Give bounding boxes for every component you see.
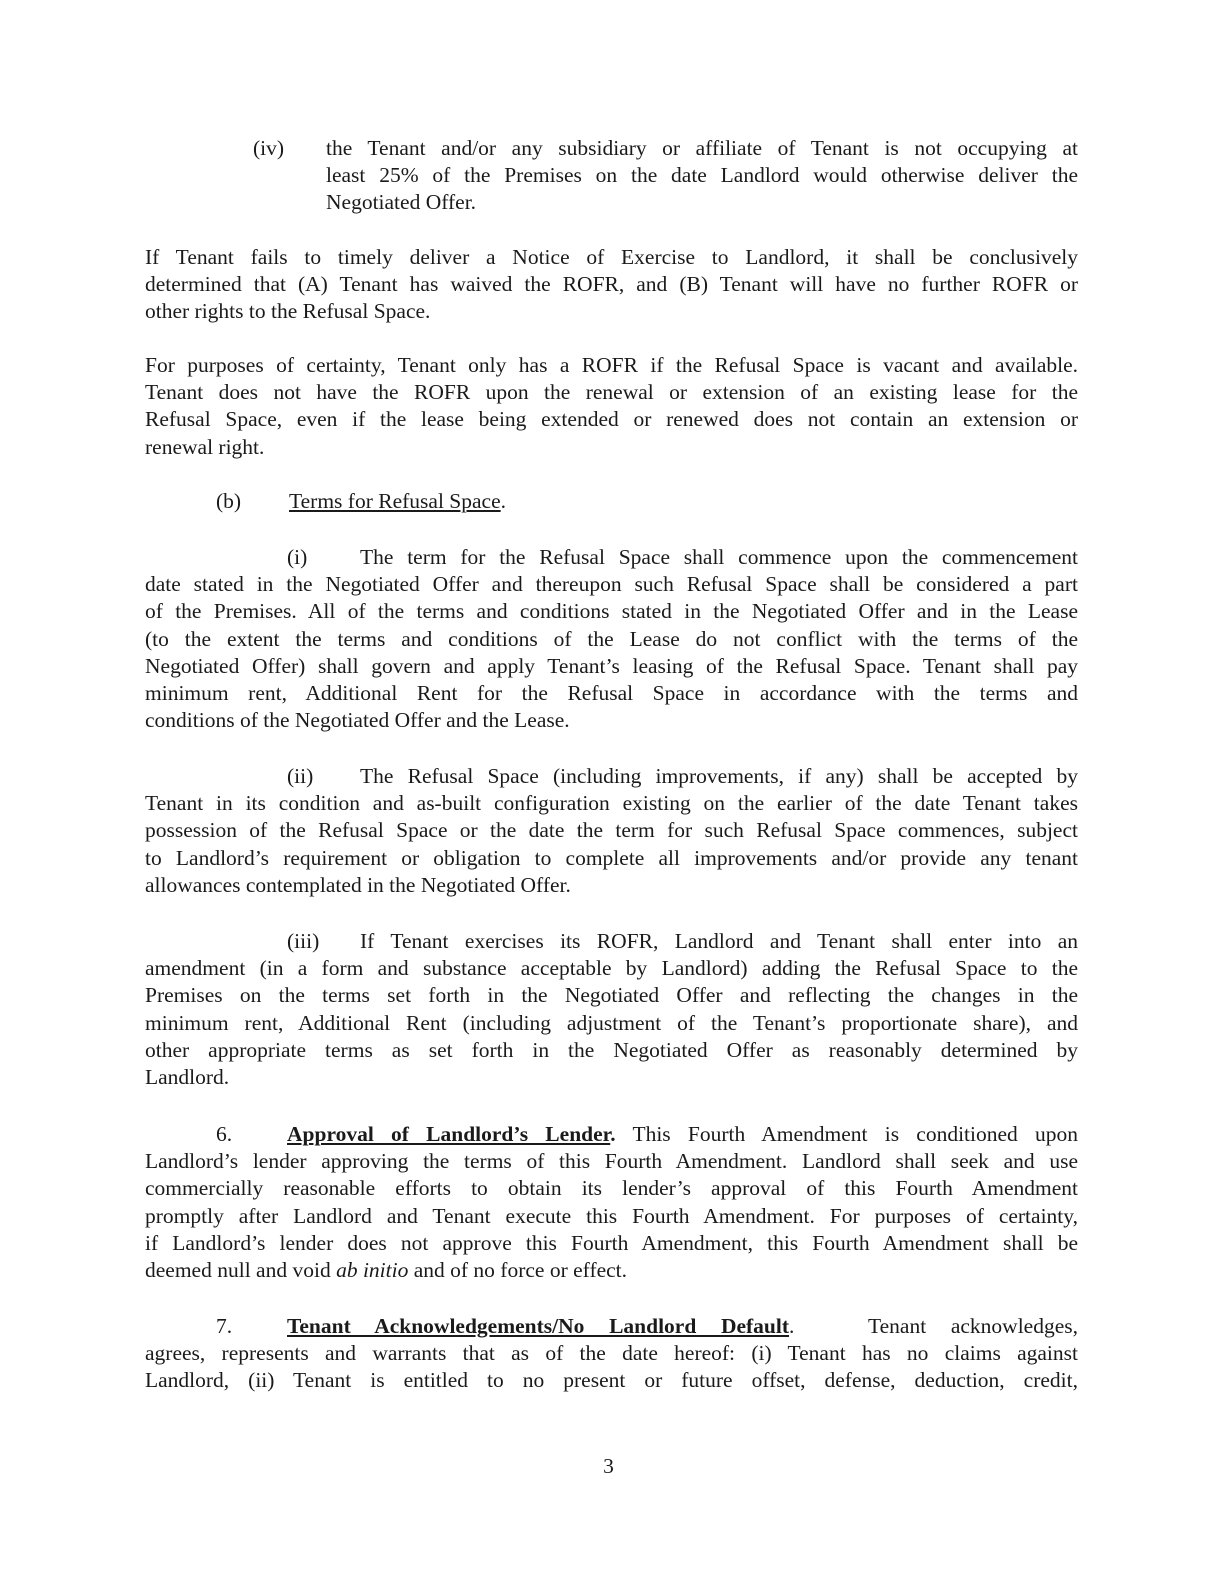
text-line: amendment (in a form and substance acceptable by Landlord) adding the Refusal Space to the [145, 956, 1078, 981]
text-line: (to the extent the terms and conditions of the Lease do not conflict with the terms of the [145, 626, 1078, 651]
text-line: The Refusal Space (including improvements, if any) shall be accepted by [360, 764, 1078, 788]
text-line: promptly after Landlord and Tenant execute this Fourth Amendment. For purposes of certainty, [145, 1203, 1078, 1228]
text-line: other rights to the Refusal Space. [145, 299, 431, 324]
item-label: (iii) [287, 929, 320, 953]
text-line: determined that (A) Tenant has waived the ROFR, and (B) Tenant will have no further ROFR or [145, 272, 1078, 297]
section-6-lender-approval: 6. Approval of Landlord’s Lender. This Fourth Amendment is conditioned upon Landlord’s lender approving the terms of this Fourth Amendment. Landlord shall seek and use commercially reasonable efforts to obtain its lender’s approval of this Fourth Amendment promptly after Landlord and Tenant execute this Fourth Amendment. For purposes of certainty, if Landlord’s lender does not approve this Fourth Amendment, this Fourth Amendment shall be deemed null and void ab initio and of no force or effect. [145, 1121, 1078, 1284]
paragraph-certainty [145, 352, 1078, 461]
text-line: The term for the Refusal Space shall commence upon the commencement [360, 545, 1078, 569]
latin-phrase: ab initio [336, 1257, 409, 1282]
text-line: Landlord. [145, 1064, 230, 1089]
text-line: least 25% of the Premises on the date Landlord would otherwise deliver the [326, 163, 1078, 188]
text-line: other appropriate terms as set forth in the Negotiated Offer as reasonably determined by [145, 1037, 1078, 1062]
text-line: Negotiated Offer) shall govern and apply Tenant’s leasing of the Refusal Space. Tenant shall pay [145, 653, 1078, 678]
text-line: date stated in the Negotiated Offer and thereupon such Refusal Space shall be considered a part [145, 572, 1078, 597]
paragraph-notice-failure [145, 244, 1078, 326]
text-line: minimum rent, Additional Rent for the Refusal Space in accordance with the terms and [145, 680, 1078, 705]
text-line: possession of the Refusal Space or the date the term for such Refusal Space commences, subject [145, 818, 1078, 843]
section-number: 7. [216, 1314, 233, 1338]
text-line: allowances contemplated in the Negotiated Offer. [145, 872, 571, 897]
text-line: commercially reasonable efforts to obtain its lender’s approval of this Fourth Amendment [145, 1176, 1078, 1201]
text-line: If Tenant exercises its ROFR, Landlord and Tenant shall enter into an [360, 929, 1078, 953]
section-7-tenant-acknowledgements: 7. Tenant Acknowledgements/No Landlord Default. Tenant acknowledges, agrees, represents and warrants that as of the date hereof: (i) Tenant has no claims against Landlord, (ii) Tenant is entitled to no present or future offset, defense, deduction, credit, [145, 1313, 1078, 1395]
text-line: Tenant does not have the ROFR upon the renewal or extension of an existing lease for the [145, 380, 1078, 405]
paragraph-ii [145, 763, 1078, 899]
text-line: agrees, represents and warrants that as of the date hereof: (i) Tenant has no claims against [145, 1341, 1078, 1366]
text-line: the Tenant and/or any subsidiary or affiliate of Tenant is not occupying at [326, 136, 1078, 160]
text-line: minimum rent, Additional Rent (including adjustment of the Tenant’s proportionate share), and [145, 1010, 1078, 1035]
paragraph-i [145, 544, 1078, 734]
text-line: Premises on the terms set forth in the Negotiated Offer and reflecting the changes in the [145, 983, 1078, 1008]
section-number: 6. [216, 1122, 233, 1146]
text-line: Tenant in its condition and as-built configuration existing on the earlier of the date Tenant takes [145, 791, 1078, 816]
section-heading: Tenant Acknowledgements/No Landlord Default [287, 1314, 790, 1338]
text-line: Landlord’s lender approving the terms of this Fourth Amendment. Landlord shall seek and use [145, 1149, 1078, 1174]
text-line: Refusal Space, even if the lease being extended or renewed does not contain an extension or [145, 407, 1078, 432]
paragraph-iii [145, 928, 1078, 1091]
text-line: Negotiated Offer. [326, 190, 477, 215]
subsection-title-text: Terms for Refusal Space [289, 489, 501, 513]
text-line: This Fourth Amendment is conditioned upon [632, 1122, 1078, 1146]
item-label: (ii) [287, 764, 314, 788]
text-line: if Landlord’s lender does not approve this Fourth Amendment, this Fourth Amendment shall be [145, 1230, 1078, 1255]
section-heading: Approval of Landlord’s Lender [287, 1122, 611, 1146]
text-line: deemed null and void ab initio and of no force or effect. [145, 1257, 628, 1282]
text-line: Tenant acknowledges, [867, 1314, 1078, 1338]
text-line: If Tenant fails to timely deliver a Notice of Exercise to Landlord, it shall be conclusively [145, 245, 1078, 269]
text-line: Landlord, (ii) Tenant is entitled to no present or future offset, defense, deduction, credit, [145, 1368, 1078, 1393]
item-body [326, 135, 1078, 217]
text-line: renewal right. [145, 434, 265, 459]
text-line: to Landlord’s requirement or obligation to complete all improvements and/or provide any tenant [145, 845, 1078, 870]
page-number: 3 [603, 1454, 614, 1478]
subsection-label: (b) [216, 489, 242, 513]
text-line: conditions of the Negotiated Offer and the Lease. [145, 708, 570, 733]
item-label: (i) [287, 545, 308, 569]
text-line: of the Premises. All of the terms and conditions stated in the Negotiated Offer and in the Lease [145, 599, 1078, 624]
subsection-title: Terms for Refusal Space. [289, 489, 507, 513]
item-label: (iv) [253, 136, 285, 160]
text-line: For purposes of certainty, Tenant only has a ROFR if the Refusal Space is vacant and available. [145, 353, 1078, 377]
